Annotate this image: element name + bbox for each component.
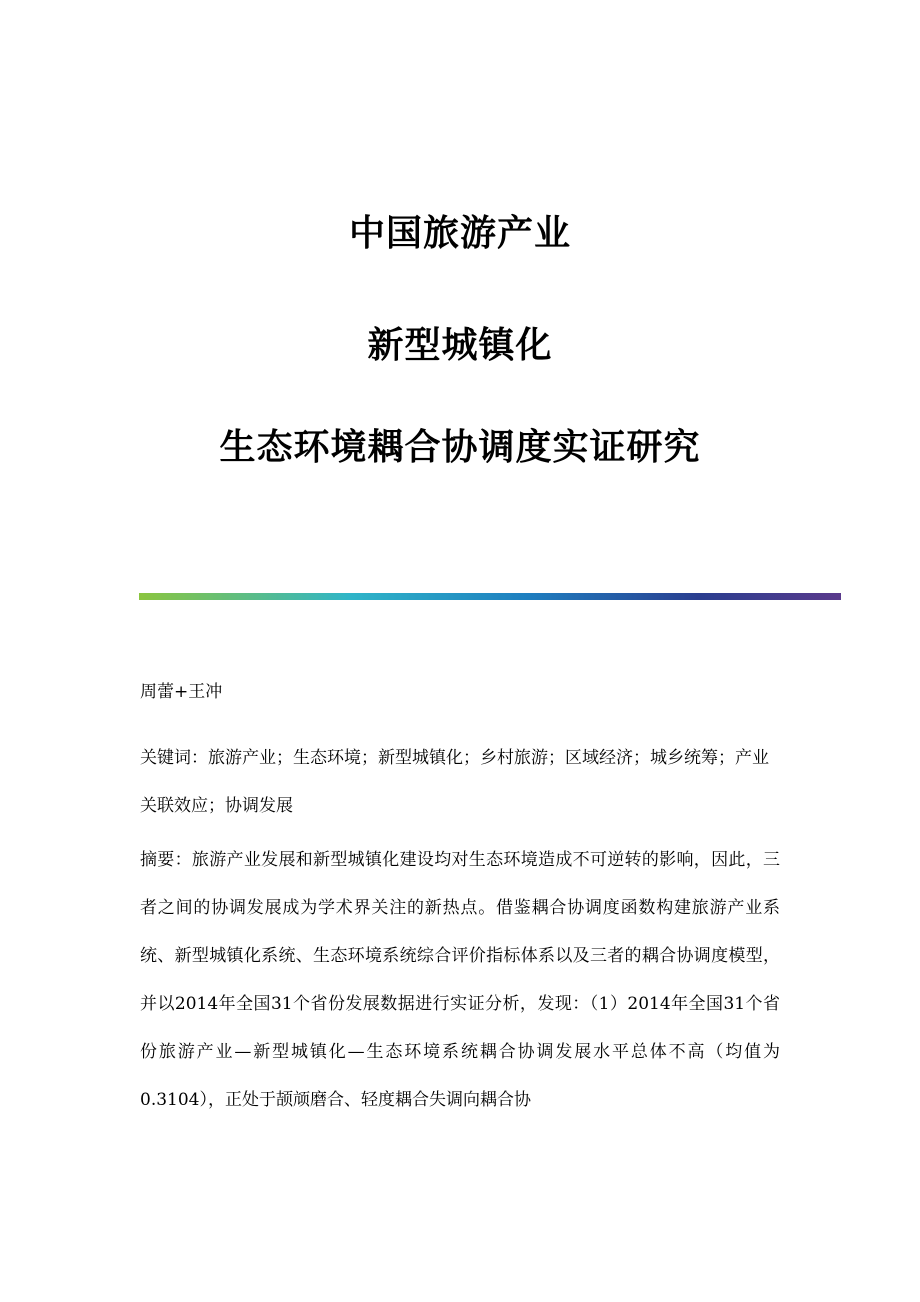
abstract-label: 摘要： xyxy=(140,850,192,870)
title-line-1: 中国旅游产业 xyxy=(348,213,571,254)
gradient-divider xyxy=(139,593,841,600)
keywords-paragraph xyxy=(140,734,780,830)
title-line-3: 生态环境耦合协调度实证研究 xyxy=(219,427,701,468)
keywords-text: 旅游产业；生态环境；新型城镇化；乡村旅游；区域经济；城乡统筹；产业关联效应；协调发展 xyxy=(140,748,769,816)
title-line-2: 新型城镇化 xyxy=(367,325,553,366)
keywords-label: 关键词： xyxy=(140,748,208,768)
authors: 周蕾+王冲 xyxy=(140,682,223,702)
abstract-text: 旅游产业发展和新型城镇化建设均对生态环境造成不可逆转的影响，因此，三者之间的协调发展成为学术界关注的新热点。借鉴耦合协调度函数构建旅游产业系统、新型城镇化系统、生态环境系统综合评价指标体系以及三者的耦合协调度模型，并以2014年全国31个省份发展数据进行实证分析，发现：（1）2014年全国31个省份旅游产业—新型城镇化—生态环境系统耦合协调发展水平总体不高（均值为0.3104），正处于颉颃磨合、轻度耦合失调向耦合协 xyxy=(140,850,781,1110)
abstract-paragraph xyxy=(140,836,780,1124)
